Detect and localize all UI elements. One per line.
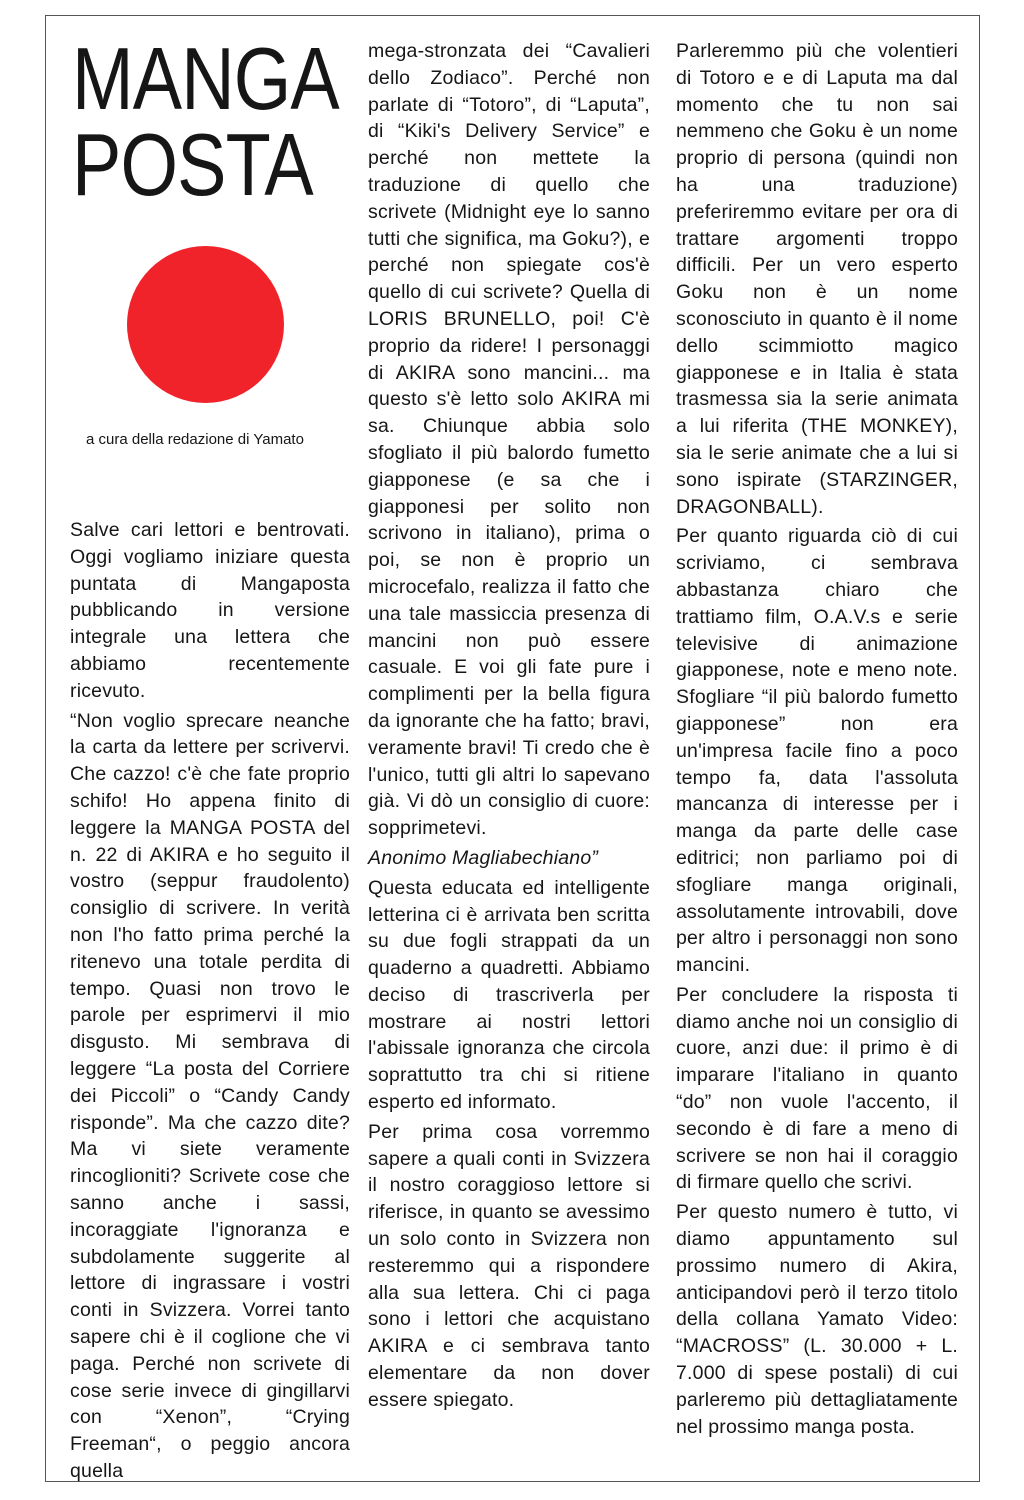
reply-paragraph-6: Per questo numero è tutto, vi diamo appuntamento sul prossimo numero di Akira, anticipandovi però il terzo titolo della collana Yamato Video: “MACROSS” (L. 30.000 + L. 7.000 di spese postali) di cui parleremo più dettagliatamente nel prossimo manga posta. bbox=[676, 1201, 958, 1438]
reply-paragraph-1: Questa educata ed intelligente letterina ci è arrivata ben scritta su due fogli strappati da un quaderno a quadretti. Abbiamo deciso di trascriverla per mostrare ai nostri lettori l'abissale ignoranza che circola soprattutto tra chi si ritiene esperto ed informato. bbox=[368, 876, 650, 1114]
letter-paragraph-2: mega-stronzata dei “Cavalieri dello Zodiaco”. Perché non parlate di “Totoro”, di “Laputa”, di “Kiki's Delivery Service” e perché non mettete la traduzione di quello che scrivete (Midnight eye lo sanno tutti che significa, ma Goku?), e perché non spiegate cos'è quello di cui scrivete? Quella di LORIS BRUNELLO, poi! C'è proprio da ridere! I personaggi di AKIRA sono mancini... ma questo s'è letto solo AKIRA mi sa. Chiunque abbia solo sfogliato il più balordo fumetto giapponese (e sa che i giapponesi per solito non scrivono in italiano), prima o poi, se non è proprio un microcefalo, realizza il fatto che una tale massiccia presenza di mancini non può essere casuale. E voi gli fate pure i complimenti per la bella figura da ignorante che ha fatto; bravi, veramente bravi! Ti credo che è l'unico, tutti gli altri lo sapevano già. Vi dò un consiglio di cuore: sopprimetevi. bbox=[368, 40, 650, 840]
page-title bbox=[72, 29, 339, 214]
intro-paragraph: Salve cari lettori e bentrovati. Oggi vogliamo iniziare questa puntata di Mangaposta pubblicando in versione integrale una lettera che abbiamo recentemente ricevuto. bbox=[70, 519, 350, 702]
rising-sun-circle bbox=[127, 246, 284, 403]
column-right bbox=[676, 38, 958, 1443]
title-line-posta: POSTA bbox=[72, 115, 313, 214]
letter-paragraph-1: “Non voglio sprecare neanche la carta da lettere per scrivervi. Che cazzo! c'è che fate proprio schifo! Ho appena finito di leggere la MANGA POSTA del n. 22 di AKIRA e ho seguito il vostro (seppur fraudolento) consiglio di scrivere. In verità non l'ho fatto prima perché la ritenevo una totale perdita di tempo. Quasi non trovo le parole per esprimervi il mio disgusto. Mi sembrava di leggere “La posta del Corriere dei Piccoli” o “Candy Candy risponde”. Ma che cazzo dite? Ma vi siete veramente rincoglioniti? Scrivete cose che sanno anche i sassi, incoraggiate l'ignoranza e subdolamente suggerite al lettore di ingrassare i vostri conti in Svizzera. Vorrei tanto sapere chi è il coglione che vi paga. Perché non scrivete di cose serie invece di gingillarvi con “Xenon”, “Crying Freeman“, o peggio ancora quella bbox=[70, 709, 350, 1482]
reply-paragraph-3: Parleremmo più che volentieri di Totoro e e di Laputa ma dal momento che tu non sai nemmeno che Goku è un nome proprio di persona (quindi non ha una traduzione) preferiremmo evitare per ora di trattare argomenti troppo difficili. Per un vero esperto Goku non è un nome sconosciuto in quanto è il nome dello scimmiotto magico giapponese e in Italia è stata trasmessa sia la serie animata a lui riferita (THE MONKEY), sia le serie animate che a lui si sono ispirate (STARZINGER, DRAGONBALL). bbox=[676, 40, 958, 518]
reply-paragraph-4: Per quanto riguarda ciò di cui scriviamo, ci sembrava abbastanza chiaro che trattiamo film, O.A.V.s e serie televisive di animazione giapponese, note e meno note. Sfogliare “il più balordo fumetto giapponese” non era un'impresa facile fino a poco tempo fa, data l'assoluta mancanza di interesse per i manga da parte delle case editrici; non parliamo poi di sfogliare manga originali, assolutamente introvabili, dove per altro i personaggi non sono mancini. bbox=[676, 525, 958, 977]
column-left bbox=[70, 517, 350, 1488]
reply-paragraph-2: Per prima cosa vorremmo sapere a quali conti in Svizzera il nostro coraggioso lettore si riferisce, in quanto se avessimo un solo conto in Svizzera non resteremmo qui a rispondere alla sua lettera. Chi ci paga sono i lettori che acquistano AKIRA e ci sembrava tanto elementare da non dover essere spiegato. bbox=[368, 1120, 650, 1411]
reply-paragraph-5: Per concludere la risposta ti diamo anche noi un consiglio di cuore, anzi due: il primo è di imparare l'italiano in quanto “do” non vuole l'accento, il secondo è di fare a meno di scrivere se non hai il coraggio di firmare quello che scrivi. bbox=[676, 983, 958, 1194]
column-middle bbox=[368, 38, 650, 1417]
letter-signature: Anonimo Magliabechiano” bbox=[368, 846, 599, 869]
editorial-credit: a cura della redazione di Yamato bbox=[86, 431, 304, 448]
title-line-manga: MANGA bbox=[72, 29, 339, 128]
